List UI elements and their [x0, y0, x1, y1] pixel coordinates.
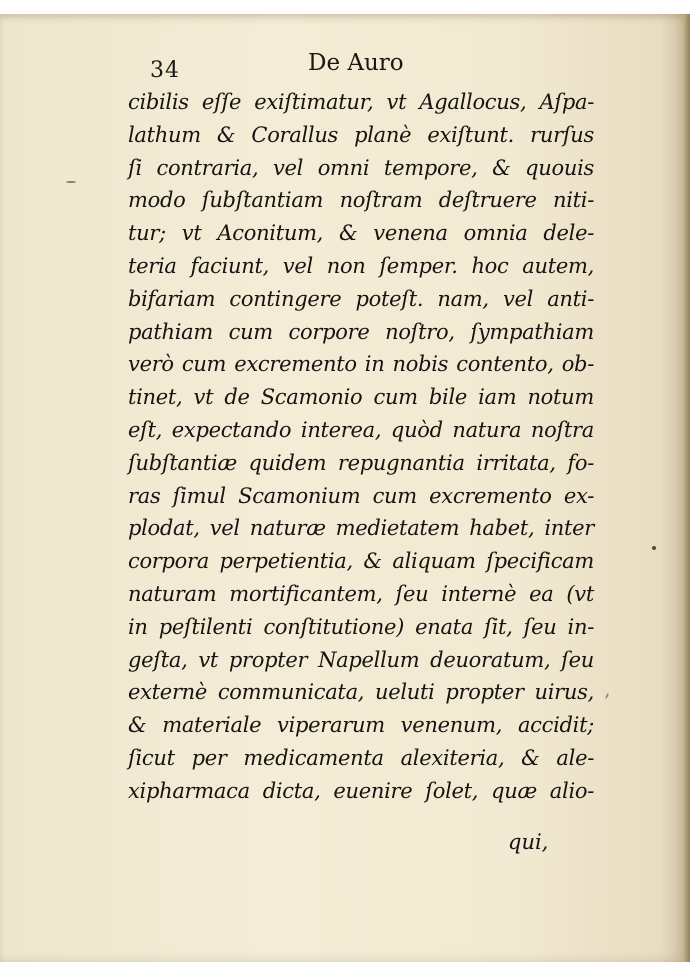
- text-line: externè communicata, ueluti propter uirus,: [128, 680, 594, 705]
- text-line: cibilis eſſe exiſtimatur, vt Agallocus, Aſpa-: [128, 90, 594, 114]
- page-edge: [684, 14, 690, 962]
- text-line: teria faciunt, vel non ſemper. hoc autem,: [128, 253, 594, 278]
- text-line: tur; vt Aconitum, & venena omnia dele-: [128, 221, 594, 246]
- text-line: ſubſtantiæ quidem repugnantia irritata, fo-: [128, 450, 594, 475]
- text-line: verò cum excremento in nobis contento, ob-: [128, 352, 594, 377]
- page-header: [130, 48, 590, 88]
- ink-speck: [652, 546, 656, 550]
- text-line: eſt, expectando interea, quòd natura noſtra: [128, 417, 594, 442]
- text-line: ſicut per medicamenta alexiteria, & ale-: [128, 745, 594, 770]
- text-line: tinet, vt de Scamonio cum bile iam notum: [128, 385, 594, 410]
- running-title: De Auro: [308, 50, 404, 76]
- text-line: geſta, vt propter Napellum deuoratum, ſeu: [128, 647, 594, 672]
- text-line: naturam mortificantem, ſeu internè ea (vt: [128, 581, 594, 606]
- body-text: [128, 86, 594, 808]
- catchword: qui,: [508, 830, 549, 854]
- page-number: 34: [150, 58, 180, 83]
- text-line: & materiale viperarum venenum, accidit;: [128, 713, 594, 738]
- text-line: modo ſubſtantiam noſtram deſtruere niti-: [128, 188, 594, 213]
- text-line: pathiam cum corpore noſtro, ſympathiam: [128, 319, 594, 344]
- text-line: ras ſimul Scamonium cum excremento ex-: [128, 483, 594, 508]
- text-line: lathum & Corallus planè exiſtunt. rurſus: [128, 122, 594, 147]
- text-line: plodat, vel naturæ medietatem habet, inter: [128, 516, 594, 541]
- ink-speck: [66, 181, 76, 183]
- text-line: ſi contraria, vel omni tempore, & quouis: [128, 155, 594, 180]
- text-line: in peſtilenti conſtitutione) enata ſit, ſeu in-: [128, 614, 594, 639]
- text-line: xipharmaca dicta, euenire ſolet, quæ alio-: [128, 778, 594, 803]
- text-line: corpora perpetientia, & aliquam ſpecificam: [128, 549, 594, 574]
- text-line: bifariam contingere poteſt. nam, vel anti-: [128, 286, 594, 311]
